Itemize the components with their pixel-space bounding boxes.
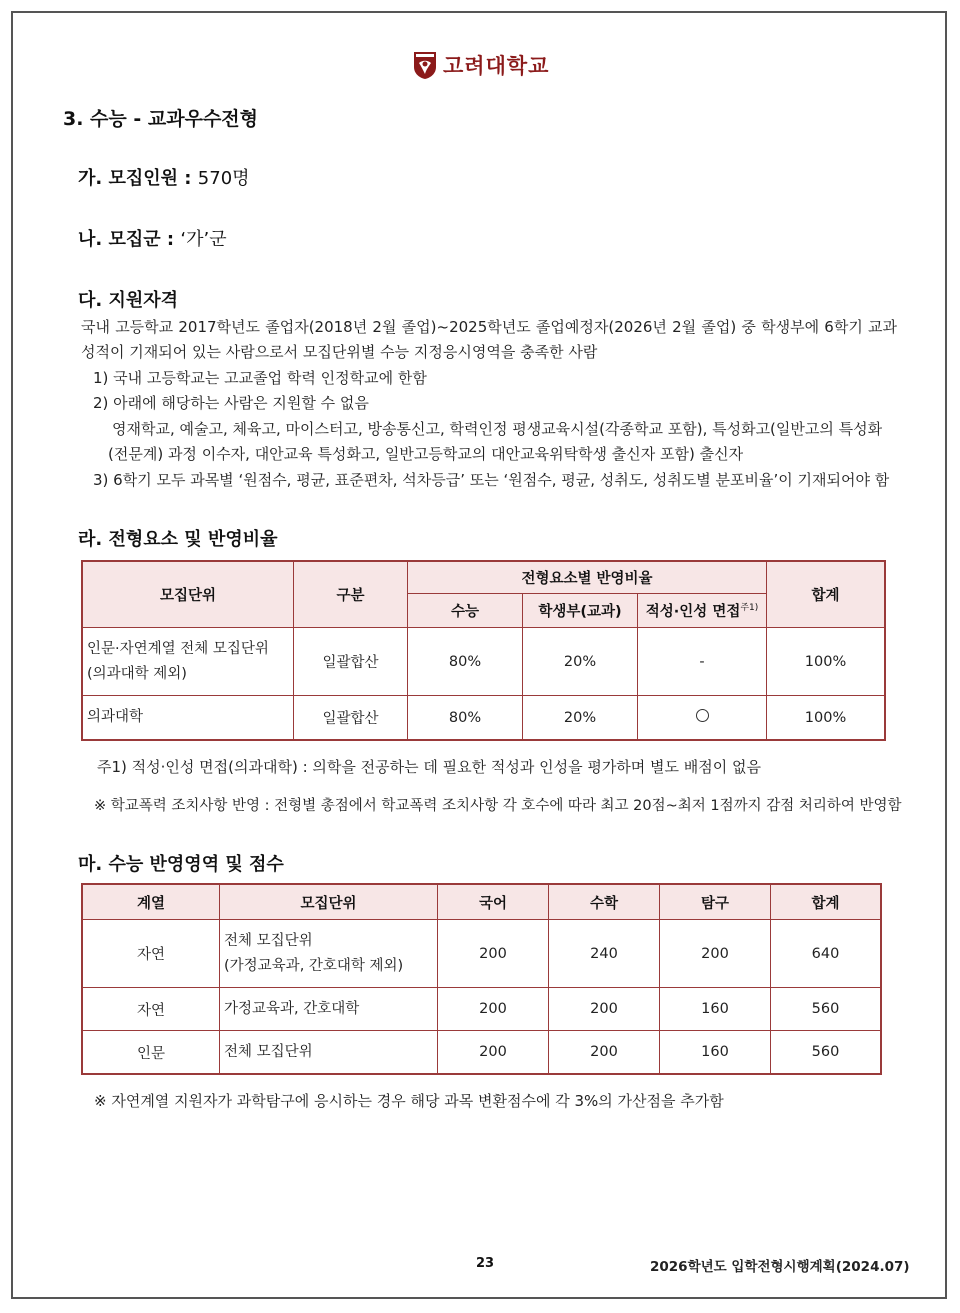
note-science-bonus: ※ 자연계열 지원자가 과학탐구에 응시하는 경우 해당 과목 변환점수에 각 3%의 가산점을 추가함	[94, 1092, 724, 1110]
col-header-school: 학생부(교과)	[523, 594, 638, 628]
cell-unit-line: 인문·자연계열 전체 모집단위	[87, 640, 269, 657]
cell-inquiry: 160	[660, 988, 771, 1031]
circle-mark-icon	[696, 709, 709, 722]
recruit-count-label: 가. 모집인원 :	[78, 168, 192, 189]
eligibility-item-3: 3) 6학기 모두 과목별 ‘원점수, 평균, 표준편차, 석차등급’ 또는 ‘원점수, 평균, 성취도, 성취도별 분포비율’이 기재되어야 함	[93, 471, 890, 489]
recruit-group-label: 나. 모집군 :	[78, 229, 175, 250]
eligibility-item-2: 2) 아래에 해당하는 사람은 지원할 수 없음	[93, 394, 369, 412]
cell-total: 100%	[767, 628, 885, 696]
cell-unit	[220, 920, 438, 988]
cell-total: 640	[771, 920, 881, 988]
logo-text: 고려대학교	[443, 54, 550, 78]
cell-inquiry: 160	[660, 1031, 771, 1074]
col-header-interview	[638, 594, 767, 628]
recruit-group	[78, 225, 227, 251]
col-header-math: 수학	[549, 885, 660, 920]
cell-track: 자연	[83, 988, 220, 1031]
table-row	[83, 1031, 881, 1074]
recruit-group-value: ‘가’군	[180, 229, 227, 250]
table-row	[83, 920, 881, 988]
table-header-row	[83, 885, 881, 920]
cell-unit	[83, 628, 294, 696]
col-header-inquiry: 탐구	[660, 885, 771, 920]
recruit-count	[78, 164, 250, 190]
col-header-unit: 모집단위	[220, 885, 438, 920]
cell-unit-line: (의과대학 제외)	[87, 665, 187, 682]
eligibility-heading: 다. 지원자격	[78, 290, 179, 311]
col-header-type: 구분	[294, 562, 408, 628]
col-header-total: 합계	[771, 885, 881, 920]
ratio-heading: 라. 전형요소 및 반영비율	[78, 529, 278, 550]
crest-icon	[413, 50, 437, 80]
footnote-interview: 주1) 적성·인성 면접(의과대학) : 의학을 전공하는 데 필요한 적성과 인성을 평가하며 별도 배점이 없음	[97, 758, 762, 776]
cell-math: 200	[549, 988, 660, 1031]
table-row	[83, 988, 881, 1031]
note-school-violence: ※ 학교폭력 조치사항 반영 : 전형별 총점에서 학교폭력 조치사항 각 호수에 따라 최고 20점~최저 1점까지 감점 처리하여 반영함	[94, 798, 902, 814]
cell-unit: 전체 모집단위	[220, 1031, 438, 1074]
cell-type: 일괄합산	[294, 628, 408, 696]
col-header-track: 계열	[83, 885, 220, 920]
eligibility-item-2-detail-2: (전문계) 과정 이수자, 대안교육 특성화고, 일반고등학교의 대안교육위탁학생 출신자 포함) 출신자	[108, 445, 744, 463]
cell-track: 인문	[83, 1031, 220, 1074]
cell-school: 20%	[523, 696, 638, 740]
recruit-count-value: 570명	[197, 168, 250, 189]
section-title: 3. 수능 - 교과우수전형	[63, 108, 259, 130]
cell-school: 20%	[523, 628, 638, 696]
cell-track: 자연	[83, 920, 220, 988]
cell-math: 200	[549, 1031, 660, 1074]
cell-suneung: 80%	[408, 628, 523, 696]
eligibility-item-2-detail-1: 영재학교, 예술고, 체육고, 마이스터고, 방송통신고, 학력인정 평생교육시설(각종학교 포함), 특성화고(일반고의 특성화	[112, 420, 883, 438]
cell-unit-line: (가정교육과, 간호대학 제외)	[224, 957, 404, 974]
cell-inquiry: 200	[660, 920, 771, 988]
cell-total: 560	[771, 1031, 881, 1074]
cell-total: 560	[771, 988, 881, 1031]
col-header-interview-label: 적성·인성 면접	[645, 604, 741, 620]
cell-unit-line: 전체 모집단위	[224, 932, 313, 949]
eligibility-item-1: 1) 국내 고등학교는 고교졸업 학력 인정학교에 한함	[93, 369, 427, 387]
document-title: 2026학년도 입학전형시행계획(2024.07)	[650, 1259, 910, 1275]
university-logo	[413, 48, 549, 82]
cell-korean: 200	[438, 920, 549, 988]
col-header-unit: 모집단위	[83, 562, 294, 628]
col-header-korean: 국어	[438, 885, 549, 920]
footnote-marker: 주1)	[740, 603, 759, 614]
eligibility-line-2: 성적이 기재되어 있는 사람으로서 모집단위별 수능 지정응시영역을 충족한 사람	[81, 343, 598, 361]
cell-interview: -	[638, 628, 767, 696]
cell-suneung: 80%	[408, 696, 523, 740]
score-heading: 마. 수능 반영영역 및 점수	[78, 854, 284, 875]
table-row	[83, 696, 885, 740]
score-table	[82, 884, 881, 1074]
ratio-table	[82, 561, 885, 740]
table-header-row	[83, 562, 885, 594]
cell-total: 100%	[767, 696, 885, 740]
cell-korean: 200	[438, 1031, 549, 1074]
page-number: 23	[476, 1256, 495, 1271]
col-header-group: 전형요소별 반영비율	[408, 562, 767, 594]
cell-unit: 의과대학	[83, 696, 294, 740]
cell-korean: 200	[438, 988, 549, 1031]
cell-unit: 가정교육과, 간호대학	[220, 988, 438, 1031]
eligibility-line-1: 국내 고등학교 2017학년도 졸업자(2018년 2월 졸업)~2025학년도 졸업예정자(2026년 2월 졸업) 중 학생부에 6학기 교과	[81, 318, 897, 336]
col-header-suneung: 수능	[408, 594, 523, 628]
cell-interview	[638, 696, 767, 740]
cell-type: 일괄합산	[294, 696, 408, 740]
cell-math: 240	[549, 920, 660, 988]
col-header-total: 합계	[767, 562, 885, 628]
table-row	[83, 628, 885, 696]
